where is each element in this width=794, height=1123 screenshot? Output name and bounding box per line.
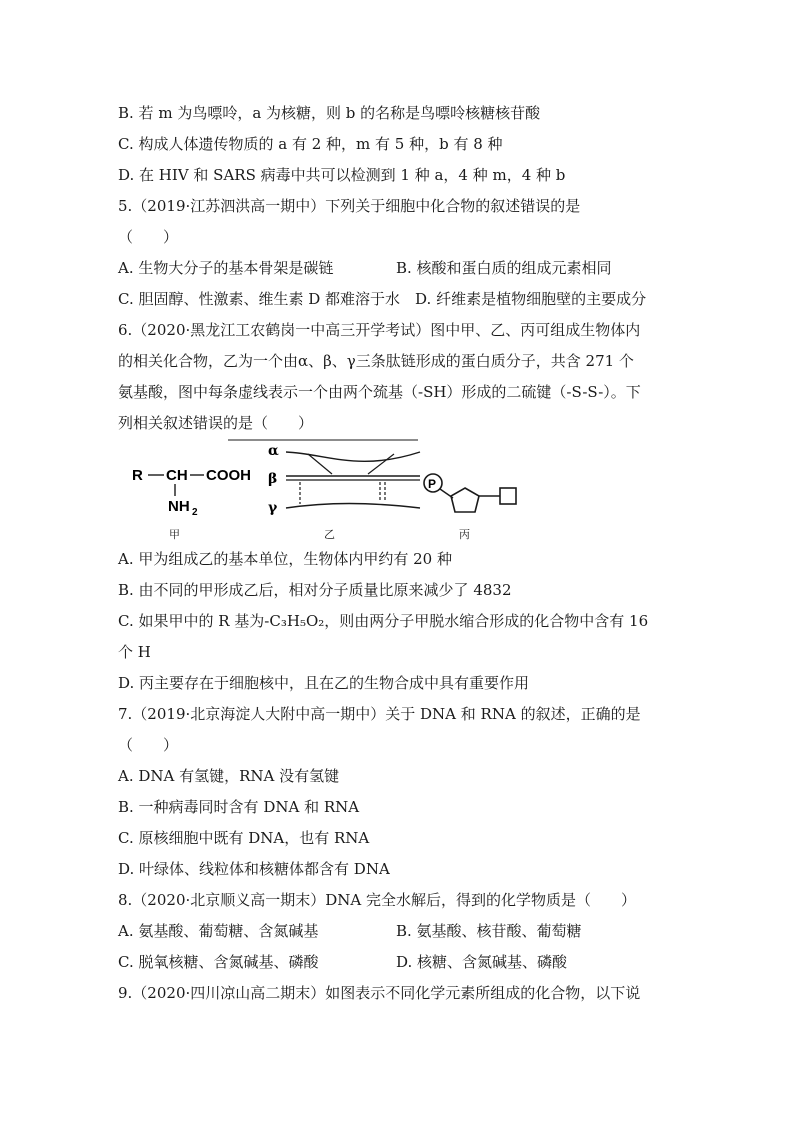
q7-option-b: B. 一种病毒同时含有 DNA 和 RNA <box>118 798 360 816</box>
q6-option-c-line-2: 个 H <box>118 643 151 661</box>
formula-cooh: COOH <box>206 467 251 484</box>
q8-option-b: B. 氨基酸、核苷酸、葡萄糖 <box>396 922 582 940</box>
q6-figure-drawing <box>128 438 548 548</box>
amino-acid-structure <box>132 467 251 518</box>
formula-ch: CH <box>166 467 188 484</box>
q7-answer-paren: （ ） <box>118 736 179 754</box>
nucleotide-structure <box>424 474 516 512</box>
q7-option-c: C. 原核细胞中既有 DNA，也有 RNA <box>118 829 370 847</box>
q8-options-ab <box>118 921 678 941</box>
phosphate-label: P <box>428 477 437 491</box>
q8-options-cd <box>118 952 678 972</box>
q6-stem-line-1: 6.（2020·黑龙江工农鹤岗一中高三开学考试）图中甲、乙、丙可组成生物体内 <box>118 321 641 339</box>
q8-option-a: A. 氨基酸、葡萄糖、含氮碱基 <box>118 922 319 940</box>
chain-beta-label: β <box>268 471 278 487</box>
q5-options-ab <box>118 258 678 278</box>
q5-answer-paren: （ ） <box>118 228 179 246</box>
label-jia: 甲 <box>169 528 180 541</box>
q5-stem: 5.（2019·江苏泗洪高一期中）下列关于细胞中化合物的叙述错误的是 <box>118 197 581 215</box>
q5-options-cd: C. 胆固醇、性激素、维生素 D 都难溶于水 D. 纤维素是植物细胞壁的主要成分 <box>118 290 647 308</box>
q6-option-a: A. 甲为组成乙的基本单位，生物体内甲约有 20 种 <box>118 550 452 568</box>
q4-option-c: C. 构成人体遗传物质的 a 有 2 种，m 有 5 种，b 有 8 种 <box>118 135 503 153</box>
formula-r: R <box>132 467 143 484</box>
q7-stem: 7.（2019·北京海淀人大附中高一期中）关于 DNA 和 RNA 的叙述，正确的是 <box>118 705 641 723</box>
q7-option-d: D. 叶绿体、线粒体和核糖体都含有 DNA <box>118 860 390 878</box>
q5-option-a: A. 生物大分子的基本骨架是碳链 <box>118 259 334 277</box>
q6-stem-line-4: 列相关叙述错误的是（ ） <box>118 414 314 432</box>
q8-option-d: D. 核糖、含氮碱基、磷酸 <box>396 953 568 971</box>
q4-option-d: D. 在 HIV 和 SARS 病毒中共可以检测到 1 种 a，4 种 m，4 种 b <box>118 166 566 184</box>
q8-stem: 8.（2020·北京顺义高一期末）DNA 完全水解后，得到的化学物质是（ ） <box>118 891 637 909</box>
q6-option-b: B. 由不同的甲形成乙后，相对分子质量比原来减少了 4832 <box>118 581 512 599</box>
q6-option-d: D. 丙主要存在于细胞核中，且在乙的生物合成中具有重要作用 <box>118 674 530 692</box>
label-bing: 丙 <box>459 528 470 541</box>
q6-figure <box>128 438 548 548</box>
label-yi: 乙 <box>324 528 335 541</box>
protein-three-chains <box>228 440 420 516</box>
chain-gamma-label: γ <box>268 500 278 516</box>
q4-option-b: B. 若 m 为鸟嘌呤，a 为核糖，则 b 的名称是鸟嘌呤核糖核苷酸 <box>118 104 541 122</box>
q6-stem-line-3: 氨基酸，图中每条虚线表示一个由两个巯基（-SH）形成的二硫键（-S-S-）。下 <box>118 383 641 401</box>
q8-option-c: C. 脱氧核糖、含氮碱基、磷酸 <box>118 953 319 971</box>
q9-stem: 9.（2020·四川凉山高二期末）如图表示不同化学元素所组成的化合物，以下说 <box>118 984 641 1002</box>
chain-alpha-label: α <box>268 443 279 459</box>
q5-option-b: B. 核酸和蛋白质的组成元素相同 <box>396 259 612 277</box>
q6-stem-line-2: 的相关化合物，乙为一个由α、β、γ三条肽链形成的蛋白质分子，共含 271 个 <box>118 352 634 370</box>
q6-option-c-line-1: C. 如果甲中的 R 基为-C₃H₅O₂，则由两分子甲脱水缩合形成的化合物中含有 16 <box>118 612 649 630</box>
formula-nh: NH <box>168 498 190 515</box>
formula-nh-sub: 2 <box>192 507 198 518</box>
q7-option-a: A. DNA 有氢键，RNA 没有氢键 <box>118 767 340 785</box>
